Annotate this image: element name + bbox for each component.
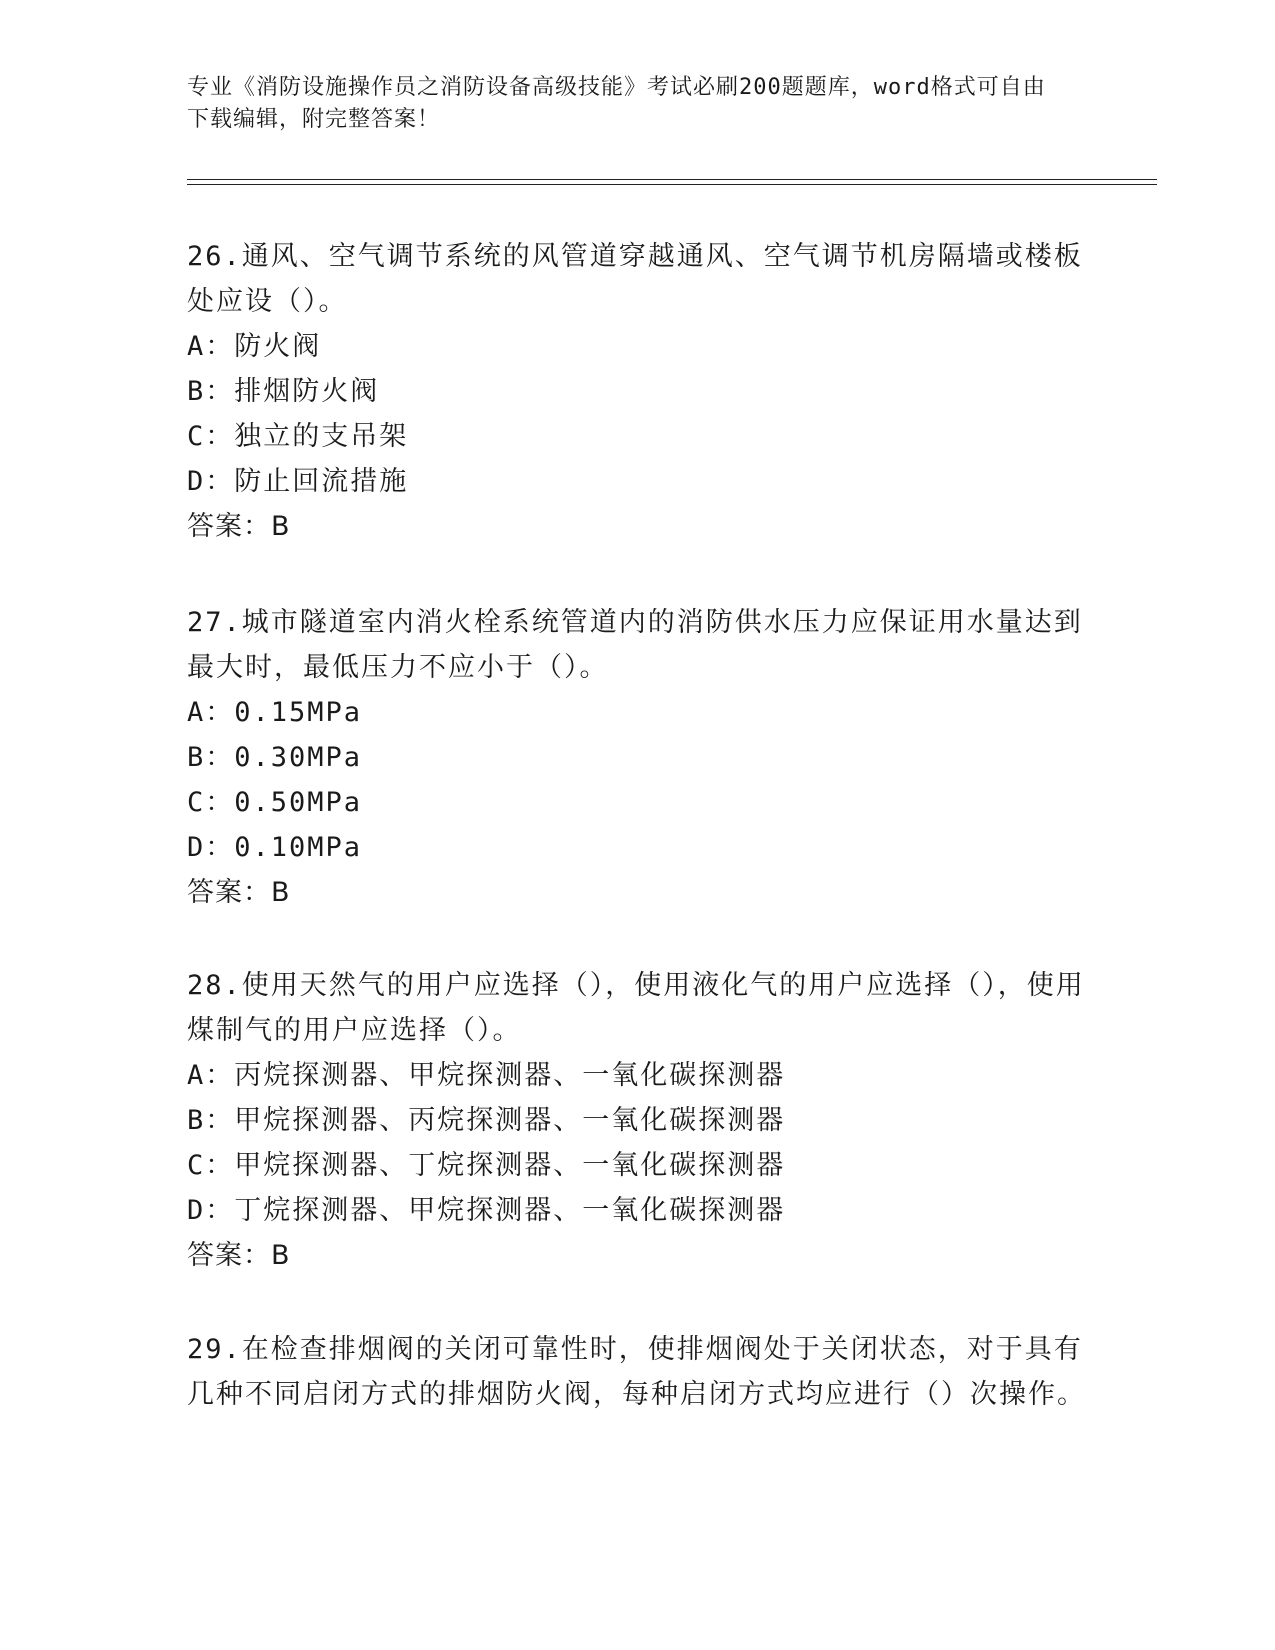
option-d: D：0.10MPa bbox=[187, 832, 363, 863]
question-stem: 28.使用天然气的用户应选择（），使用液化气的用户应选择（），使用煤制气的用户应选择（）。 bbox=[187, 970, 1085, 1046]
answer: 答案：B bbox=[187, 511, 291, 542]
option-b: B：排烟防火阀 bbox=[187, 376, 380, 407]
option-d: D：防止回流措施 bbox=[187, 466, 409, 497]
option-c: C：0.50MPa bbox=[187, 787, 363, 818]
question-stem: 27.城市隧道室内消火栓系统管道内的消防供水压力应保证用水量达到最大时，最低压力不应小于（）。 bbox=[187, 607, 1083, 683]
question-stem: 26.通风、空气调节系统的风管道穿越通风、空气调节机房隔墙或楼板处应设（）。 bbox=[187, 241, 1083, 317]
header-text: 专业《消防设施操作员之消防设备高级技能》考试必刷200题题库，word格式可自由下载编辑，附完整答案！ bbox=[187, 75, 1046, 132]
header-divider-bottom bbox=[187, 184, 1157, 185]
question-27 bbox=[187, 600, 1087, 915]
question-stem: 29.在检查排烟阀的关闭可靠性时，使排烟阀处于关闭状态，对于具有几种不同启闭方式的排烟防火阀，每种启闭方式均应进行（）次操作。 bbox=[187, 1334, 1086, 1410]
option-d: D：丁烷探测器、甲烷探测器、一氧化碳探测器 bbox=[187, 1195, 786, 1226]
option-c: C：独立的支吊架 bbox=[187, 421, 409, 452]
option-a: A：防火阀 bbox=[187, 331, 322, 362]
option-a: A：0.15MPa bbox=[187, 697, 363, 728]
question-26 bbox=[187, 234, 1087, 549]
option-b: B：甲烷探测器、丙烷探测器、一氧化碳探测器 bbox=[187, 1105, 786, 1136]
document-header bbox=[187, 72, 1067, 136]
question-29 bbox=[187, 1327, 1087, 1417]
question-28 bbox=[187, 963, 1087, 1278]
answer: 答案：B bbox=[187, 877, 291, 908]
option-a: A：丙烷探测器、甲烷探测器、一氧化碳探测器 bbox=[187, 1060, 786, 1091]
header-divider-top bbox=[187, 179, 1157, 180]
answer: 答案：B bbox=[187, 1240, 291, 1271]
option-c: C：甲烷探测器、丁烷探测器、一氧化碳探测器 bbox=[187, 1150, 786, 1181]
option-b: B：0.30MPa bbox=[187, 742, 363, 773]
